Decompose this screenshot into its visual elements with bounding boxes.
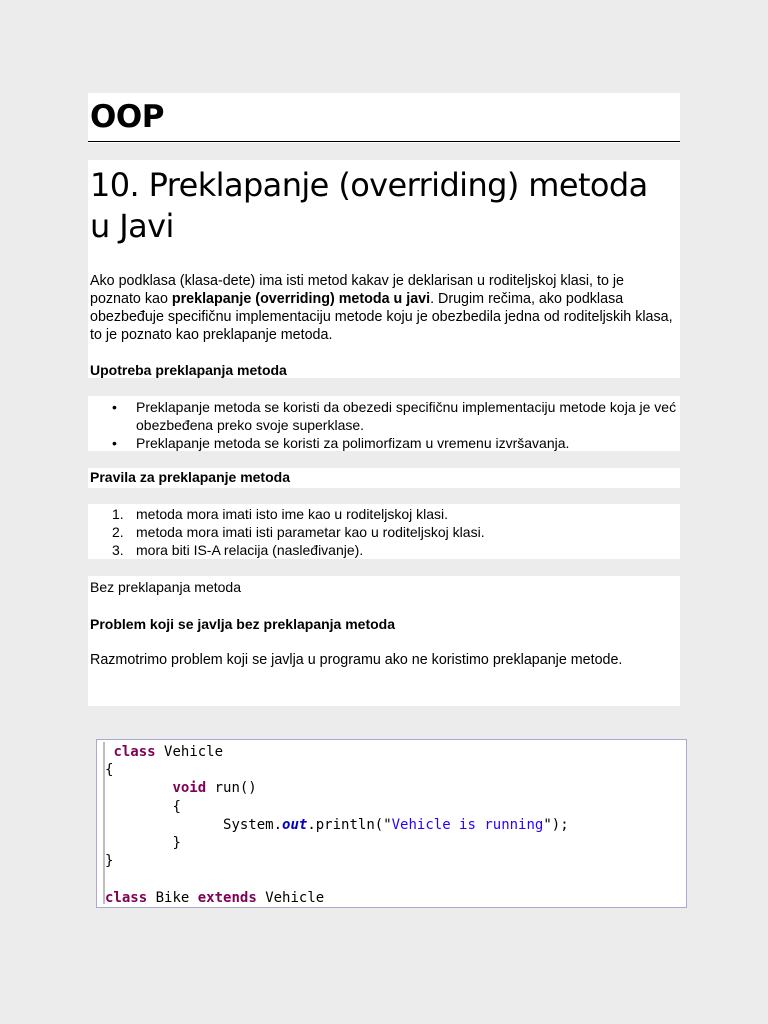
without-overriding-label: Bez preklapanja metoda: [90, 579, 241, 595]
intro-block: [88, 160, 680, 378]
list-item: 3. mora biti IS-A relacija (nasleđivanje).: [112, 542, 364, 558]
item-number: 1.: [112, 506, 124, 522]
list-item: • Preklapanje metoda se koristi da obezedi specifičnu implementaciju metode koja je već obezbeđena preko svoje superklase.: [112, 399, 677, 433]
rules-heading: Pravila za preklapanje metoda: [90, 469, 290, 485]
method-signature: run(): [214, 780, 257, 797]
keyword: void: [172, 780, 207, 797]
intro-text-1: Ako podklasa (klasa-dete) ima isti metod kakav je deklarisan u roditeljskoj klasi, to je poznato kao: [90, 273, 624, 307]
document-title: OOP: [90, 99, 164, 135]
title-underline: [88, 141, 680, 142]
usage-list: [110, 398, 678, 452]
keyword: class: [105, 889, 148, 906]
intro-bold: preklapanje (overriding) metoda u javi: [171, 291, 431, 307]
keyword: class: [113, 744, 156, 760]
class-name: Bike: [155, 889, 190, 906]
field-out: out: [282, 816, 308, 833]
section-heading: 10. Preklapanje (overriding) metoda u Javi: [90, 166, 648, 245]
usage-heading: Upotreba preklapanja metoda: [90, 362, 287, 378]
class-name: Vehicle: [265, 889, 325, 906]
intro-paragraph: [90, 272, 678, 344]
list-item: 1. metoda mora imati isto ime kao u roditeljskoj klasi.: [112, 506, 449, 522]
class-name: Vehicle: [164, 744, 224, 760]
problem-block: [88, 576, 680, 706]
bullet: •: [112, 435, 117, 451]
usage-list-block: [88, 396, 680, 451]
problem-heading: Problem koji se javlja bez preklapanja metoda: [90, 616, 396, 632]
string-literal: Vehicle is running: [391, 816, 544, 833]
list-item: • Preklapanje metoda se koristi za polimorfizam u vremenu izvršavanja.: [112, 435, 570, 451]
rules-list-block: [88, 504, 680, 559]
problem-text: Razmotrimo problem koji se javlja u programu ako ne koristimo preklapanje metode.: [90, 652, 623, 668]
bullet: •: [112, 399, 117, 415]
code-listing: [96, 739, 687, 908]
list-item: 2. metoda mora imati isti parametar kao u roditeljskoj klasi.: [112, 524, 485, 540]
intro-text-2: . Drugim rečima, ako podklasa obezbeđuje specifičnu implementaciju metode koju je obezbedila jedna od roditeljskih klasa, to je poznato kao preklapanje metoda.: [90, 291, 673, 343]
rules-list: [112, 505, 672, 559]
rules-heading-block: [88, 468, 680, 488]
keyword: extends: [197, 889, 257, 906]
item-number: 3.: [112, 542, 124, 558]
title-block: [88, 93, 680, 143]
item-number: 2.: [112, 524, 124, 540]
code-text: class Vehicle { void run() { System.out.println("Vehicle is running"); } } class Bike extends Vehicle: [105, 744, 569, 906]
